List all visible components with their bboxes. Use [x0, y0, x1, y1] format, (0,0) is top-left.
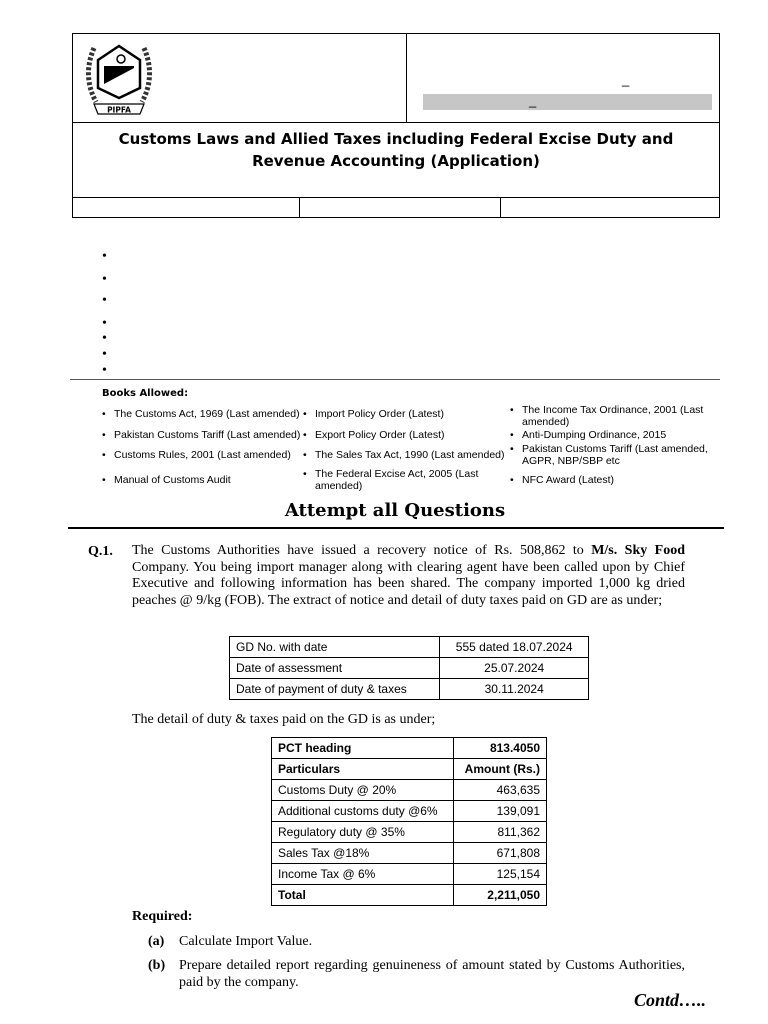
table-row: Date of assessment 25.07.2024	[230, 658, 589, 679]
table-row: Date of payment of duty & taxes 30.11.2024	[230, 679, 589, 700]
pipfa-logo	[80, 38, 158, 118]
table-total-row: Total 2,211,050	[272, 885, 547, 906]
header-grey-bar	[423, 94, 712, 110]
table-row: PCT heading 813.4050	[272, 738, 547, 759]
header-dash: _	[622, 72, 630, 87]
table-row: Regulatory duty @ 35% 811,362	[272, 822, 547, 843]
header-box	[72, 33, 720, 218]
separator	[70, 379, 720, 380]
continued-marker: Contd…..	[634, 990, 707, 1010]
table-row: Income Tax @ 6% 125,154	[272, 864, 547, 885]
gd-table	[229, 636, 589, 700]
bullet: •	[102, 316, 107, 331]
table-row: Customs Duty @ 20% 463,635	[272, 780, 547, 801]
header-divider	[72, 122, 720, 123]
bullet: •	[102, 272, 107, 287]
header-divider	[72, 197, 720, 198]
sub-text: Prepare detailed report regarding genuineness of amount stated by Customs Authorities, paid by the company.	[179, 958, 685, 990]
sub-label: (b)	[148, 958, 166, 973]
book-item-cont: AGPR, NBP/SBP etc	[522, 455, 620, 467]
books-heading: Books Allowed:	[102, 388, 189, 399]
logo-text: PIPFA	[107, 105, 131, 115]
header-divider	[299, 197, 300, 218]
table-row: Additional customs duty @6% 139,091	[272, 801, 547, 822]
required-heading: Required:	[132, 909, 193, 924]
instruction-heading: Attempt all Questions	[284, 500, 506, 521]
bullet: •	[102, 363, 107, 378]
bullet: •	[102, 293, 107, 308]
question-number: Q.1.	[88, 544, 113, 559]
question-text: The Customs Authorities have issued a recovery notice of Rs. 508,862 to M/s. Sky Food Company. You being import manager along with clearing agent have been called upon by Chief Executive and following information has been shared. The company imported 1,000 kg dried peaches @ 9/kg (FOB). The extract of notice and detail of duty taxes paid on GD are as under;	[132, 543, 686, 608]
bullet: •	[102, 331, 107, 346]
sub-text: Calculate Import Value.	[179, 934, 313, 949]
separator	[68, 527, 724, 529]
header-dash: _	[529, 93, 537, 108]
title-line: Revenue Accounting (Application)	[252, 152, 540, 170]
bullet: •	[102, 249, 107, 264]
detail-text: The detail of duty & taxes paid on the GD is as under;	[132, 712, 436, 727]
bullet: •	[102, 347, 107, 362]
book-item-cont: amended)	[522, 416, 570, 428]
duty-table	[271, 737, 547, 906]
paper-title	[100, 128, 692, 172]
book-item-cont: amended)	[315, 480, 363, 492]
table-row: GD No. with date 555 dated 18.07.2024	[230, 637, 589, 658]
table-header: Particulars Amount (Rs.)	[272, 759, 547, 780]
header-divider	[406, 33, 407, 123]
header-divider	[500, 197, 501, 218]
sub-label: (a)	[148, 934, 165, 949]
title-line: Customs Laws and Allied Taxes including Federal Excise Duty and	[118, 130, 674, 148]
table-row: Sales Tax @18% 671,808	[272, 843, 547, 864]
